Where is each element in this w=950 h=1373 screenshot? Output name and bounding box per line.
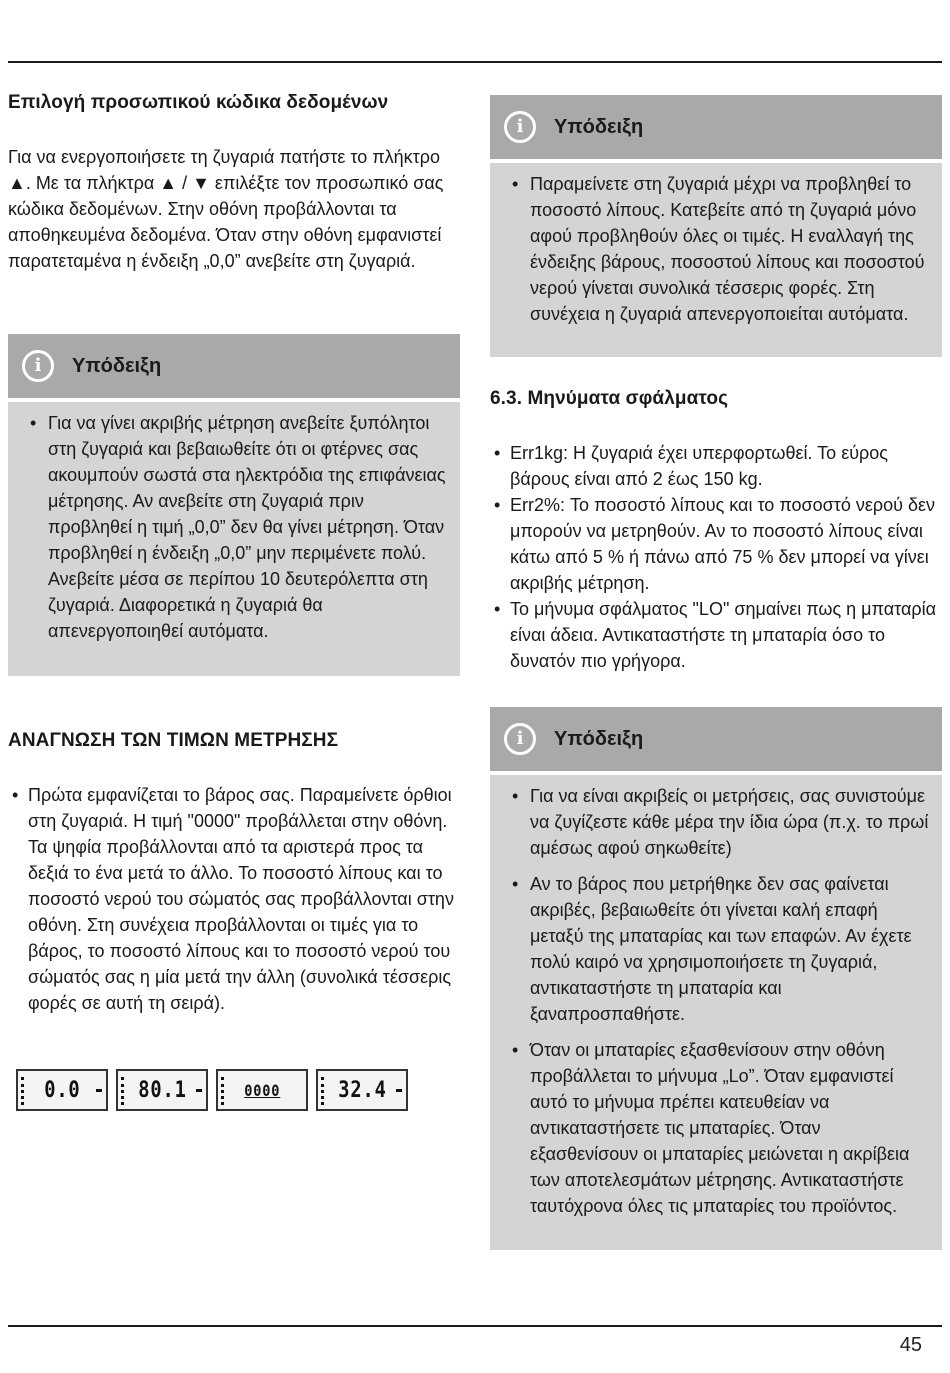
- lcd-display-percent: [316, 1069, 408, 1111]
- lcd-value: 0.0: [43, 1077, 81, 1103]
- list-item: • Err1kg: Η ζυγαριά έχει υπερφορτωθεί. Το εύρος βάρους είναι από 2 έως 150 kg.: [490, 440, 942, 492]
- section-error-messages: [490, 388, 942, 674]
- list-item: • Για να γίνει ακριβής μέτρηση ανεβείτε ξυπόλητοι στη ζυγαριά και βεβαιωθείτε ότι οι φτέρνες σας ακουμπούν σωστά στα ηλεκτρόδια της επιφάνειας μέτρησης. Αν ανεβείτε στη ζυγαριά πριν προβληθεί η τιμή „0,0” δεν θα γίνει μέτρηση. Όταν προβληθεί η ένδειξη „0,0” μην περιμένετε πολύ. Ανεβείτε μέσα σε περίπου 10 δευτερόλεπτα στη ζυγαριά. Διαφορετικά η ζυγαριά θα απενεργοποιηθεί αυτόματα.: [26, 410, 448, 644]
- note-header: [8, 334, 460, 402]
- top-rule: [8, 61, 942, 63]
- section-title: Επιλογή προσωπικού κώδικα δεδομένων: [8, 92, 389, 113]
- lcd-display-sequence: [16, 1069, 408, 1111]
- info-icon: i: [504, 723, 536, 755]
- lcd-display-weight-zero: [16, 1069, 108, 1111]
- list-item: • Το μήνυμα σφάλματος "LO" σημαίνει πως η μπαταρία είναι άδεια. Αντικαταστήστε τη μπαταρία όσο το δυνατόν πιο γρήγορα.: [490, 596, 942, 674]
- list-item: • Όταν οι μπαταρίες εξασθενίσουν στην οθόνη προβάλλεται το μήνυμα „Lo”. Όταν εμφανιστεί αυτό το μήνυμα πρέπει κατευθείαν να αντικαταστήσετε τις μπαταρίες. Όταν εξασθενίσουν οι μπαταρίες μειώνεται η ακρίβεια των αποτελεσμάτων μέτρησης. Αντικαταστήστε ταυτόχρονα όλες τις μπαταρίες του προϊόντος.: [508, 1037, 930, 1219]
- note-body: [490, 163, 942, 337]
- lcd-segment-icon: [21, 1077, 28, 1105]
- lcd-segment-icon: [221, 1077, 228, 1105]
- note-header: [490, 707, 942, 775]
- lcd-segment-icon: [321, 1077, 328, 1105]
- section-paragraph: Για να ενεργοποιήσετε τη ζυγαριά πατήστε το πλήκτρο ▲. Με τα πλήκτρα ▲ / ▼ επιλέξτε τον προσωπικό σας κώδικα δεδομένων. Στην οθόνη προβάλλονται τα αποθηκευμένα δεδομένα. Όταν στην οθόνη εμφανιστεί παρατεταμένα η ένδειξη „0,0” ανεβείτε στη ζυγαριά.: [8, 147, 444, 271]
- info-icon: i: [22, 350, 54, 382]
- list-item: • Πρώτα εμφανίζεται το βάρος σας. Παραμείνετε όρθιοι στη ζυγαριά. Η τιμή "0000" προβάλλεται στην οθόνη. Τα ψηφία προβάλλονται από τα αριστερά προς τα δεξιά το ένα μετά το άλλο. Το ποσοστό λίπους και το ποσοστό νερού του σώματός σας προβάλλονται στην οθόνη. Στη συνέχεια προβάλλονται οι τιμές για το βάρος, το ποσοστό λίπους και το ποσοστό νερού του σώματός σας η μία μετά την άλλη (συνολικά τέσσερις φορές σε αυτή τη σειρά).: [8, 782, 460, 1016]
- note-body: [490, 775, 942, 1229]
- section-reading-values: [8, 730, 460, 1016]
- lcd-display-progress: [216, 1069, 308, 1111]
- list-item: • Αν το βάρος που μετρήθηκε δεν σας φαίνεται ακριβές, βεβαιωθείτε ότι γίνεται καλή επαφή μεταξύ της μπαταρίας και των επαφών. Αν έχετε πολύ καιρό να χρησιμοποιήσετε τη ζυγαριά, αντικαταστήστε τη μπαταρία και ξαναπροσπαθήστε.: [508, 871, 930, 1027]
- list-item: • Για να είναι ακριβείς οι μετρήσεις, σας συνιστούμε να ζυγίζεστε κάθε μέρα την ίδια ώρα (π.χ. το πρωί αμέσως αφού σηκωθείτε): [508, 783, 930, 861]
- bottom-rule: [8, 1325, 942, 1327]
- section-data-code: [8, 92, 460, 274]
- page-number: 45: [899, 1334, 922, 1356]
- lcd-value: 32.4: [337, 1077, 387, 1103]
- lcd-display-weight: [116, 1069, 208, 1111]
- lcd-segment-icon: [96, 1089, 102, 1092]
- section-title: 6.3. Μηνύματα σφάλματος: [490, 388, 729, 409]
- note-title: Υπόδειξη: [72, 354, 162, 377]
- list-item: • Παραμείνετε στη ζυγαριά μέχρι να προβληθεί το ποσοστό λίπους. Κατεβείτε από τη ζυγαριά μόνο αφού προβληθούν όλες οι τιμές. Η εναλλαγή της ένδειξης βάρους, ποσοστού λίπους και ποσοστού νερού γίνεται συνολικά τέσσερις φορές. Στη συνέχεια η ζυγαριά απενεργοποιείται αυτόματα.: [508, 171, 930, 327]
- note-box-3: [490, 707, 942, 1250]
- note-box-2: [490, 95, 942, 357]
- note-body: [8, 402, 460, 654]
- lcd-value: 80.1: [137, 1077, 187, 1103]
- section-title: ΑΝΑΓΝΩΣΗ ΤΩΝ ΤΙΜΩΝ ΜΕΤΡΗΣΗΣ: [8, 730, 339, 751]
- lcd-segment-icon: [396, 1089, 402, 1092]
- note-box-1: [8, 334, 460, 676]
- list-item: • Err2%: Το ποσοστό λίπους και το ποσοστό νερού δεν μπορούν να μετρηθούν. Αν το ποσοστό λίπους είναι κάτω από 5 % ή πάνω από 75 % δεν μπορεί να γίνει ακριβής μέτρηση.: [490, 492, 942, 596]
- lcd-segment-icon: [121, 1077, 128, 1105]
- lcd-segment-icon: [196, 1089, 202, 1092]
- note-header: [490, 95, 942, 163]
- info-icon: i: [504, 111, 536, 143]
- lcd-value: 0000: [243, 1080, 281, 1100]
- note-title: Υπόδειξη: [554, 115, 644, 138]
- note-title: Υπόδειξη: [554, 727, 644, 750]
